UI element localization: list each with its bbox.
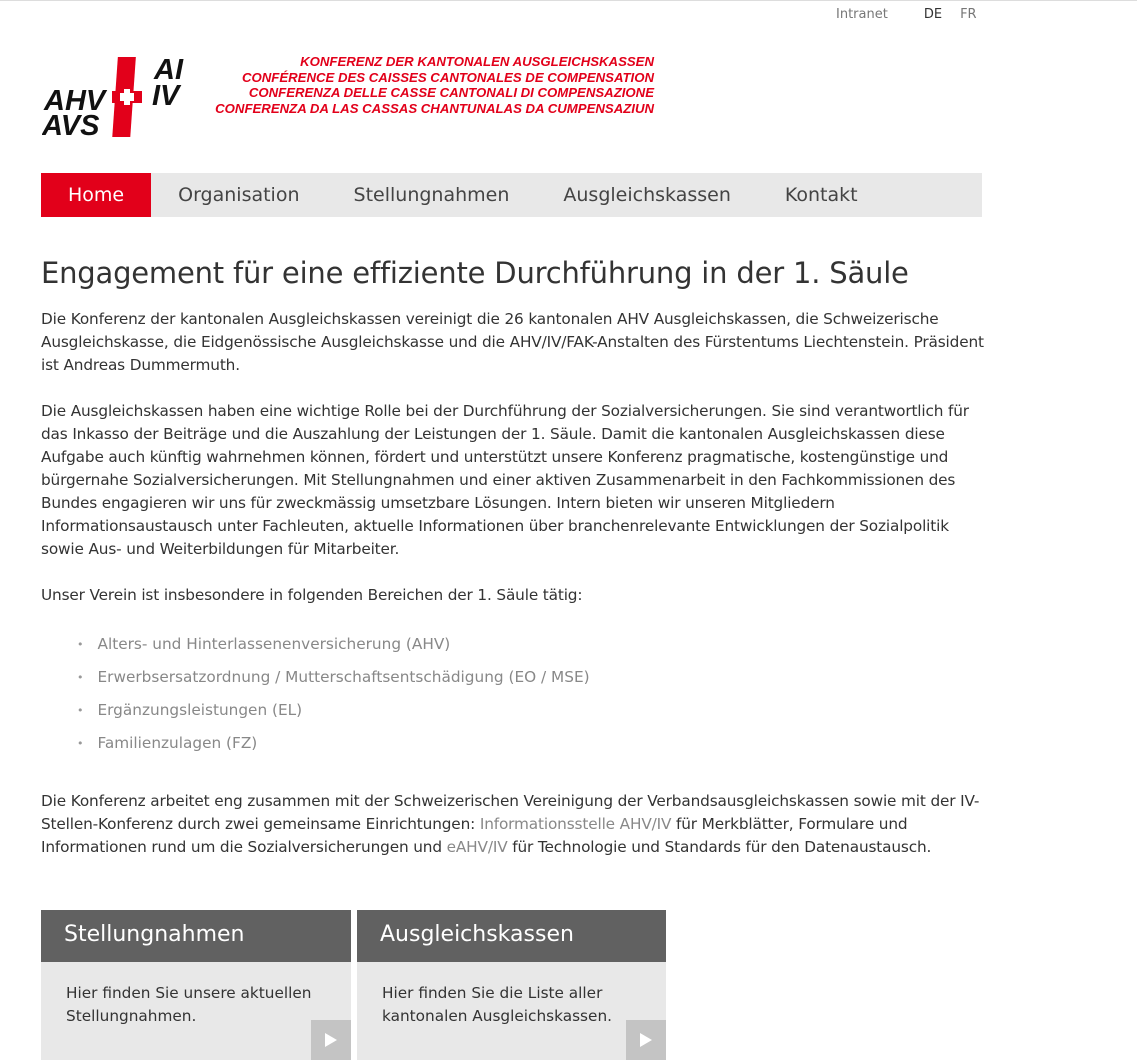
teaser-cards (41, 910, 666, 1060)
intranet-link[interactable]: Intranet (836, 7, 888, 22)
nav-ausgleichskassen[interactable]: Ausgleichskassen (563, 184, 731, 206)
text: für Merkblätter, Formulare und Informationen rund um die Sozialversicherungen und (41, 815, 908, 856)
top-links (836, 7, 977, 22)
logo-iv: IV (152, 80, 180, 112)
logo-ai: AI (154, 55, 183, 86)
text: für Technologie und Standards für den Datenaustausch. (507, 838, 932, 856)
areas-intro: Unser Verein ist insbesondere in folgenden Bereichen der 1. Säule tätig: (41, 586, 583, 604)
list-item: • Erwerbsersatzordnung / Mutterschaftsentschädigung (EO / MSE) (77, 661, 986, 694)
list-item: • Alters- und Hinterlassenenversicherung (AHV) (77, 628, 986, 661)
conference-name-it: CONFERENZA DELLE CASSE CANTONALI DI COMPENSAZIONE (248, 85, 654, 100)
conference-names (190, 54, 654, 116)
areas-list (77, 628, 986, 760)
list-item: • Ergänzungsleistungen (EL) (77, 694, 986, 727)
list-item: • Familienzulagen (FZ) (77, 727, 986, 760)
conference-name-de: KONFERENZ DER KANTONALEN AUSGLEICHSKASSEN (300, 54, 654, 69)
card-title: Ausgleichskassen (357, 910, 666, 962)
play-arrow-icon[interactable] (626, 1020, 666, 1060)
nav-stellungnahmen[interactable]: Stellungnahmen (353, 184, 510, 206)
intro-paragraph: Die Konferenz der kantonalen Ausgleichskassen vereinigt die 26 kantonalen AHV Ausgleichskassen, die Schweizerische Ausgleichskasse, die Eidgenössische Ausgleichskasse und die AHV/IV/FAK-Anstalten des Fürstentums Liechtenstein. Präsident ist Andreas Dummermuth. (41, 310, 984, 374)
card-title: Stellungnahmen (41, 910, 351, 962)
ahv-iv-logo[interactable] (42, 55, 202, 139)
logo-ahv: AHV (44, 85, 106, 117)
card-text: Hier finden Sie unsere aktuellen Stellungnahmen. (66, 984, 312, 1025)
informationsstelle-link[interactable]: Informationsstelle AHV/IV (479, 815, 672, 833)
eahv-iv-link[interactable]: eAHV/IV (446, 838, 508, 856)
page-title: Engagement für eine effiziente Durchführung in der 1. Säule (41, 256, 909, 290)
card-text: Hier finden Sie die Liste aller kantonalen Ausgleichskassen. (382, 984, 612, 1025)
main-nav (41, 173, 982, 217)
role-paragraph: Die Ausgleichskassen haben eine wichtige Rolle bei der Durchführung der Sozialversicherungen. Sie sind verantwortlich für das Inkasso der Beiträge und die Auszahlung der Leistungen der 1. Säule. Damit die kantonalen Ausgleichskassen diese Aufgabe auch künftig wahrnehmen können, fördert und unterstützt unsere Konferenz pragmatische, kostengünstige und bürgernahe Sozialversicherungen. Mit Stellungnahmen und einer aktiven Zusammenarbeit in den Fachkommissionen des Bundes engagieren wir uns für zweckmässig umsetzbare Lösungen. Intern bieten wir unseren Mitgliedern Informationsaustausch unter Fachleuten, aktuelle Informationen über branchenrelevante Entwicklungen der Sozialpolitik sowie Aus- und Weiterbildungen für Mitarbeiter. (41, 402, 969, 558)
play-arrow-icon[interactable] (311, 1020, 351, 1060)
cooperation-paragraph (41, 790, 986, 859)
conference-name-rm: CONFERENZA DA LAS CASSAS CHANTUNALAS DA CUMPENSAZIUN (215, 100, 654, 116)
language-de[interactable]: DE (923, 7, 943, 22)
main-content (41, 256, 986, 882)
nav-home[interactable]: Home (41, 173, 151, 217)
nav-kontakt[interactable]: Kontakt (784, 184, 858, 206)
conference-name-fr: CONFÉRENCE DES CAISSES CANTONALES DE COMPENSATION (241, 69, 654, 85)
card-ausgleichskassen[interactable] (357, 910, 666, 1060)
nav-organisation[interactable]: Organisation (178, 184, 300, 206)
card-stellungnahmen[interactable] (41, 910, 351, 1060)
language-fr[interactable]: FR (960, 7, 977, 22)
logo-avs: AVS (42, 110, 100, 139)
text: Die Konferenz arbeitet eng zusammen mit der Schweizerischen Vereinigung der Verbandsausgleichskassen sowie mit der IV-Stellen-Konferenz durch zwei gemeinsame Einrichtungen: (41, 792, 980, 833)
